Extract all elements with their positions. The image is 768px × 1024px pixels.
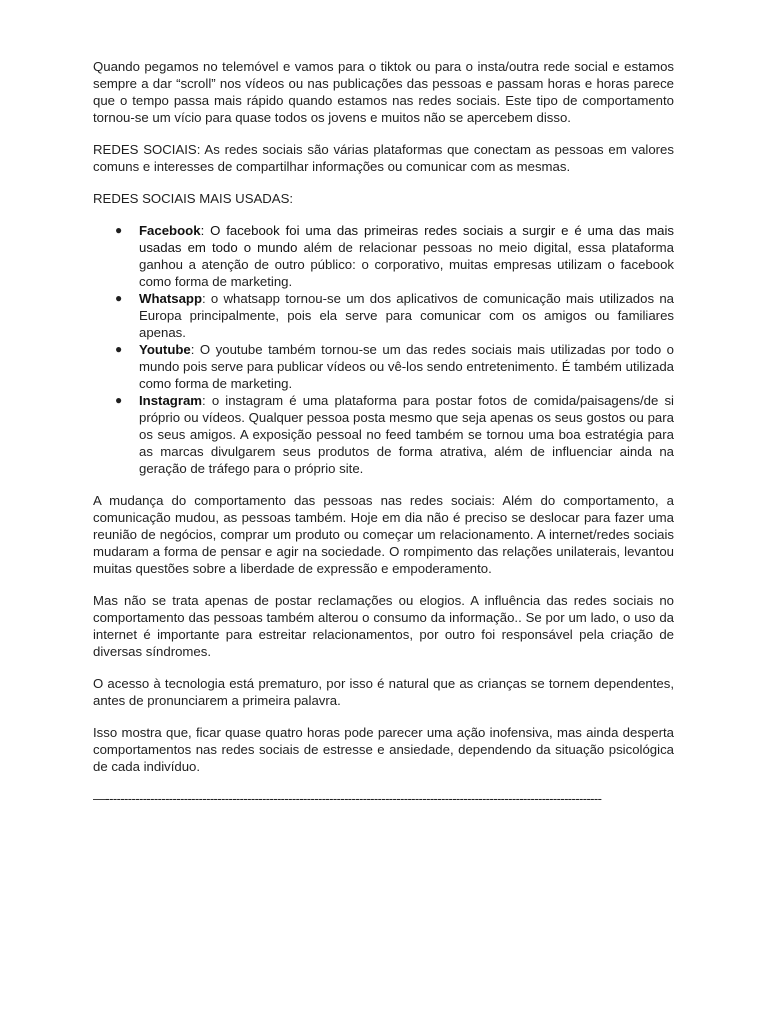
whatsapp-text: : o whatsapp tornou-se um dos aplicativos de comunicação mais utilizados na Europa principalmente, pois ela serve para comunicar com os amigos ou familiares apenas. [139, 291, 674, 340]
influence-paragraph: Mas não se trata apenas de postar reclamações ou elogios. A influência das redes sociais no comportamento das pessoas também alterou o consumo da informação.. Se por um lado, o uso da internet é importante para estreitar relacionamentos, por outro foi responsável pela criação de diversas síndromes. [93, 593, 674, 659]
bullet-icon: ● [115, 393, 123, 407]
definition-paragraph: REDES SOCIAIS: As redes sociais são várias plataformas que conectam as pessoas em valores comuns e interesses de compartilhar informações ou comunicar com as mesmas. [93, 142, 674, 174]
term-youtube: Youtube [139, 342, 191, 357]
facebook-lead: : O facebook foi uma das primeiras redes sociais a surgir e é uma das mais usadas em todo o mundo [139, 223, 674, 255]
intro-paragraph: Quando pegamos no telemóvel e vamos para o tiktok ou para o insta/outra rede social e estamos sempre a dar “scroll” nos vídeos ou nas publicações das pessoas e passam horas e horas parece que o tempo passa mais rápido quando estamos nas redes sociais. Este tipo de comportamento tornou-se um vício para quase todos os jovens e muitos não se apercebem disso. [93, 59, 674, 125]
youtube-text: : O youtube também tornou-se um das redes sociais mais utilizadas por todo o mundo pois serve para publicar vídeos ou vê-los sendo entretenimento. É também utilizada como forma de marketing. [139, 342, 674, 391]
conclusion-paragraph: Isso mostra que, ficar quase quatro horas pode parecer uma ação inofensiva, mas ainda desperta comportamentos nas redes sociais de estresse e ansiedade, dependendo da situação psicológica de cada indivíduo. [93, 725, 674, 774]
term-facebook: Facebook [139, 223, 201, 238]
bullet-icon: ● [115, 342, 123, 356]
social-networks-list [93, 222, 674, 477]
facebook-text: além de relacionar pessoas no meio digital, essa plataforma ganhou a atenção de outro público: o corporativo, muitas empresas utilizam o facebook como forma de marketing. [139, 240, 674, 289]
list-item-instagram [93, 392, 674, 477]
bullet-icon: ● [115, 291, 123, 305]
bullet-icon: ● [115, 223, 123, 237]
document-page [93, 58, 674, 807]
list-item-facebook [93, 222, 674, 290]
instagram-text: : o instagram é uma plataforma para postar fotos de comida/paisagens/de si próprio ou vídeos. Qualquer pessoa posta mesmo que seja apenas os seus gostos ou para os seus amigos. A exposição pessoal no feed também se tornou uma boa estratégia para as marcas divulgarem seus produtos de forma atrativa, além de influenciar ainda na geração de tráfego para o próprio site. [139, 393, 674, 476]
list-item-youtube [93, 341, 674, 392]
list-heading: REDES SOCIAIS MAIS USADAS: [93, 191, 294, 206]
technology-access-paragraph: O acesso à tecnologia está prematuro, por isso é natural que as crianças se tornem dependentes, antes de pronunciarem a primeira palavra. [93, 676, 674, 708]
list-item-whatsapp [93, 290, 674, 341]
term-whatsapp: Whatsapp [139, 291, 203, 306]
footer-divider: —------------------------------------------------------------------------------------------------------------------------------------- [93, 791, 602, 806]
behavior-change-paragraph: A mudança do comportamento das pessoas nas redes sociais: Além do comportamento, a comunicação mudou, as pessoas também. Hoje em dia não é preciso se deslocar para fazer uma reunião de negócios, comprar um produto ou começar um relacionamento. A internet/redes sociais mudaram a forma de pensar e agir na sociedade. O rompimento das relações unilaterais, levantou muitas questões sobre a liberdade de expressão e empoderamento. [93, 493, 674, 576]
term-instagram: Instagram [139, 393, 203, 408]
